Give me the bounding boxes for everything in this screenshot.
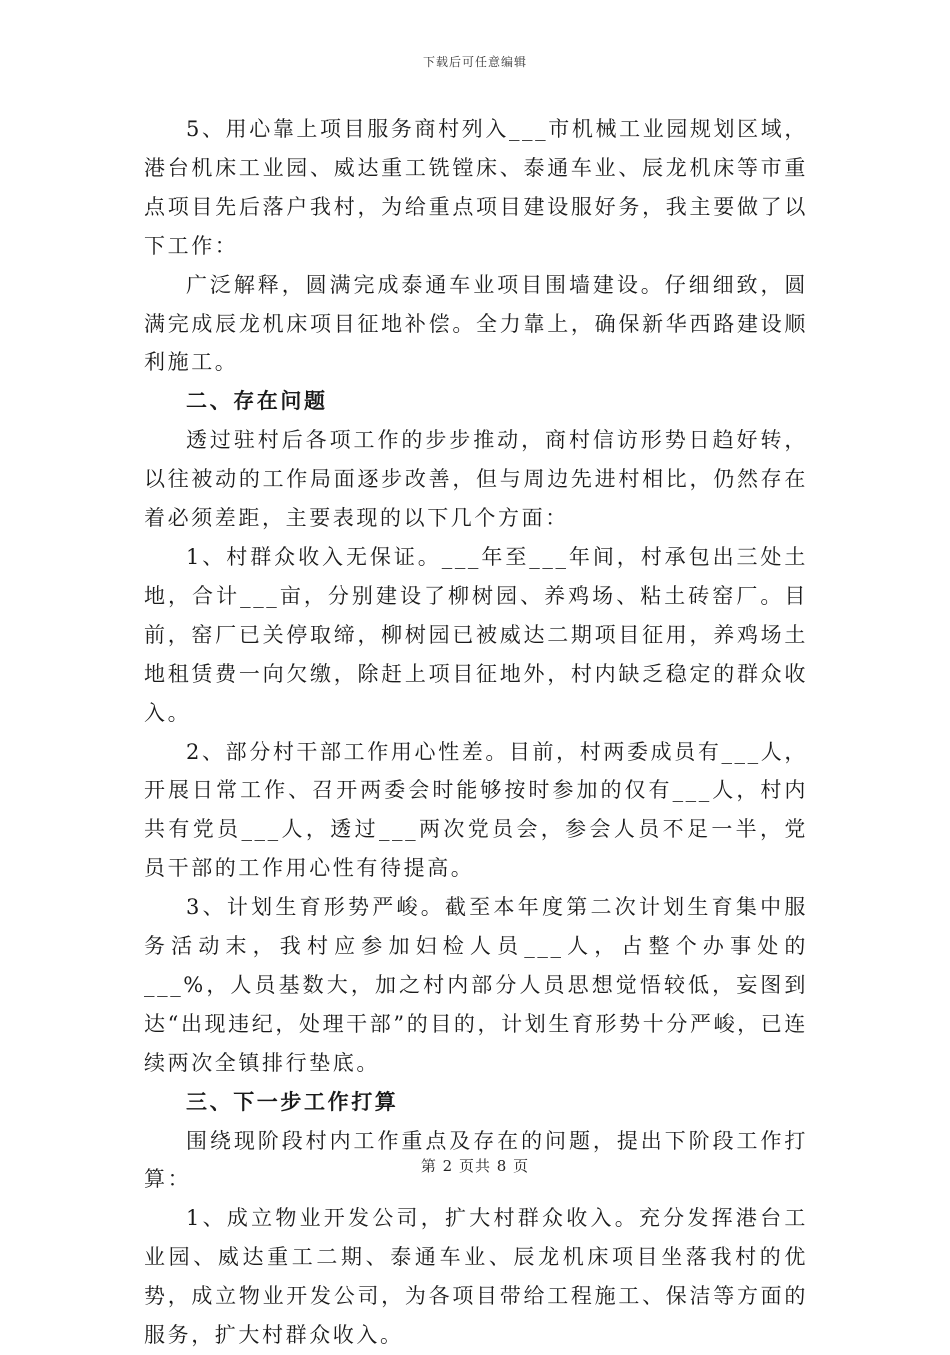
paragraph-plan-1: 1、成立物业开发公司，扩大村群众收入。充分发挥港台工业园、威达重工二期、泰通车业、辰龙机床项目坐落我村的优势，成立物业开发公司，为各项目带给工程施工、保洁等方面的服务，扩大村群众收入。 (144, 1206, 808, 1348)
paragraph-problem-3: 3、计划生育形势严峻。截至本年度第二次计划生育集中服务活动末，我村应参加妇检人员___人，占整个办事处的___%，人员基数大，加之村内部分人员思想觉悟较低，妄图到达“出现违纪，处理干部”的目的，计划生育形势十分严峻，已连续两次全镇排行垫底。 (144, 895, 808, 1075)
paragraph-problem-2: 2、部分村干部工作用心性差。目前，村两委成员有___人，开展日常工作、召开两委会时能够按时参加的仅有___人，村内共有党员___人，透过___两次党员会，参会人员不足一半，党员干部的工作用心性有待提高。 (144, 739, 808, 881)
paragraph-work-summary: 广泛解释，圆满完成泰通车业项目围墙建设。仔细细致，圆满完成辰龙机床项目征地补偿。全力靠上，确保新华西路建设顺利施工。 (144, 272, 808, 375)
paragraph-problems-intro: 透过驻村后各项工作的步步推动，商村信访形势日趋好转，以往被动的工作局面逐步改善，但与周边先进村相比，仍然存在着必须差距，主要表现的以下几个方面： (144, 428, 808, 531)
paragraph-next-steps-intro: 围绕现阶段村内工作重点及存在的问题，提出下阶段工作打算： (144, 1128, 808, 1192)
page-footer: 第 2 页共 8 页 (420, 1157, 530, 1175)
section-heading-next-steps: 三、下一步工作打算 (186, 1088, 399, 1114)
section-heading-problems: 二、存在问题 (186, 388, 328, 414)
page-header: 下载后可任意编辑 (422, 55, 527, 69)
paragraph-problem-1: 1、村群众收入无保证。___年至___年间，村承包出三处土地，合计___亩，分别建设了柳树园、养鸡场、粘土砖窑厂。目前，窑厂已关停取缔，柳树园已被威达二期项目征用，养鸡场土地租赁费一向欠缴，除赶上项目征地外，村内缺乏稳定的群众收入。 (144, 544, 808, 725)
paragraph-item-5: 5、用心靠上项目服务商村列入___市机械工业园规划区域，港台机床工业园、威达重工铣镗床、泰通车业、辰龙机床等市重点项目先后落户我村，为给重点项目建设服好务，我主要做了以下工作： (144, 117, 808, 258)
